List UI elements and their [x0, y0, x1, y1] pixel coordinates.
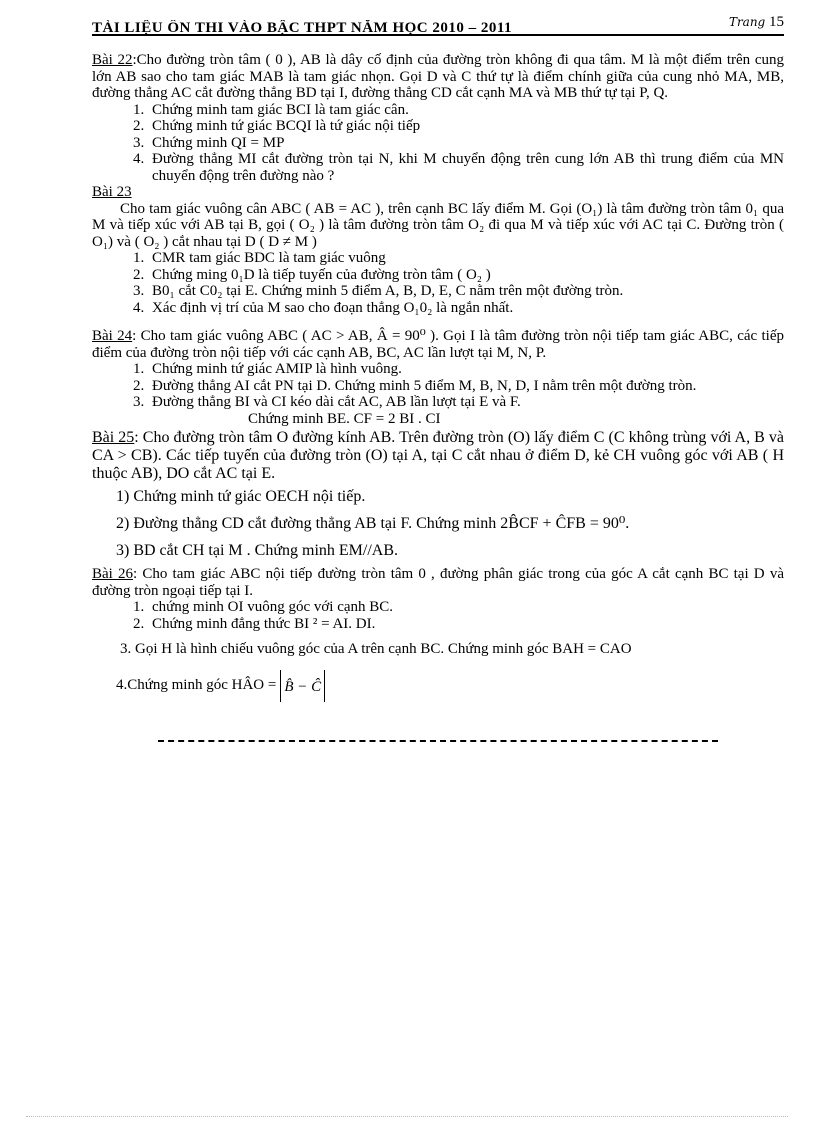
list-item: 2. Chứng ming 0₁D là tiếp tuyến của đường tròn tâm ( O₂ ) [148, 267, 784, 284]
problem-26-list [92, 599, 784, 632]
absolute-value-expression: B̂ − Ĉ [280, 670, 325, 702]
list-item: 3. B0₁ cắt C0₂ tại E. Chứng minh 5 điểm A, B, D, E, C nằm trên một đường tròn. [148, 283, 784, 300]
problem-24-list [92, 361, 784, 411]
page-indicator [729, 14, 784, 31]
problem-25-item-3: 3) BD cắt CH tại M . Chứng minh EM//AB. [116, 542, 398, 559]
document-title: TÀI LIỆU ÔN THI VÀO BẬC THPT NĂM HỌC 2010 – 2011 [92, 20, 513, 34]
list-item: 3. Chứng minh QI = MP [148, 135, 784, 152]
problem-22-text: :Cho đường tròn tâm ( 0 ), AB là dây cố định của đường tròn không đi qua tâm. M là một điểm trên cung lớn AB sao cho tam giác MAB là tam giác nhọn. Gọi D và C thứ tự là điểm chính giữa của cung nhỏ MA, MB, đường thẳng AC cắt đường thẳng BD tại I, đường thẳng CD cắt cạnh MA và MB thứ tự tại P, Q. [92, 52, 784, 101]
page-bottom-border [26, 1116, 788, 1117]
page-label: Trang [728, 15, 766, 29]
list-item: 1. chứng minh OI vuông góc với cạnh BC. [148, 599, 784, 616]
problem-26-statement [92, 566, 784, 599]
list-item: 4. Đường thẳng MI cắt đường tròn tại N, khi M chuyển động trên cung lớn AB thì trung điểm của MN chuyển động trên đường nào ? [148, 151, 784, 184]
list-item: 2. Chứng minh tứ giác BCQI là tứ giác nội tiếp [148, 118, 784, 135]
list-item: 1. CMR tam giác BDC là tam giác vuông [148, 250, 784, 267]
problem-26-item-3: 3. Gọi H là hình chiếu vuông góc của A trên cạnh BC. Chứng minh góc BAH = CAO [120, 641, 632, 657]
problem-26-text: : Cho tam giác ABC nội tiếp đường tròn tâm 0 , đường phân giác trong của góc A cắt cạnh BC tại D và đường tròn ngoại tiếp tại I. [92, 566, 784, 599]
problem-26-item-4-text: 4.Chứng minh góc HÂO = [116, 677, 277, 694]
problem-22-statement [92, 52, 784, 102]
section-divider [158, 740, 718, 742]
list-item: 4. Xác định vị trí của M sao cho đoạn thẳng O₁0₂ là ngắn nhất. [148, 300, 784, 317]
problem-23-text: Cho tam giác vuông cân ABC ( AB = AC ), trên cạnh BC lấy điểm M. Gọi (O₁) là tâm đường tròn tâm 0₁ qua M và tiếp xúc với AB tại B, gọi ( O₂ ) là tâm đường tròn tâm O₂ đi qua M và tiếp xúc với AC tại C. Đường tròn ( O₁) và ( O₂ ) cắt nhau tại D ( D ≠ M ) [92, 200, 784, 250]
problem-24-statement [92, 328, 784, 361]
problem-26-label: Bài 26 [92, 566, 134, 582]
problem-25-label: Bài 25 [92, 429, 135, 446]
list-item: 1. Chứng minh tứ giác AMIP là hình vuông. [148, 361, 784, 378]
document-body [92, 52, 784, 704]
page-number: 15 [769, 14, 784, 30]
problem-24-text: : Cho tam giác vuông ABC ( AC > AB, Â = 90⁰ ). Gọi I là tâm đường tròn nội tiếp tam giác ABC, các tiếp điểm của đường tròn nội tiếp với các cạnh AB, BC, AC lần lượt tại M, N, P. [92, 328, 784, 361]
list-item: 1. Chứng minh tam giác BCI là tam giác cân. [148, 102, 784, 119]
problem-24 [92, 328, 784, 427]
problem-26-item-4 [116, 668, 784, 704]
problem-25 [92, 429, 784, 564]
problem-25-item-2: 2) Đường thẳng CD cắt đường thẳng AB tại F. Chứng minh 2B̂CF + ĈFB = 90⁰. [116, 515, 630, 532]
problem-22-list [92, 102, 784, 185]
problem-23-label: Bài 23 [92, 184, 132, 200]
problem-22-label: Bài 22 [92, 52, 133, 68]
problem-24-label: Bài 24 [92, 328, 133, 344]
problem-24-extra: Chứng minh BE. CF = 2 BI . CI [248, 410, 441, 427]
page-header [92, 12, 784, 36]
problem-23-list [92, 250, 784, 316]
problem-25-item-1: 1) Chứng minh tứ giác OECH nội tiếp. [116, 488, 366, 505]
problem-22 [92, 52, 784, 184]
list-item: 2. Chứng minh đẳng thức BI ² = AI. DI. [148, 616, 784, 633]
list-item: 2. Đường thẳng AI cắt PN tại D. Chứng minh 5 điểm M, B, N, D, I nằm trên một đường tròn. [148, 378, 784, 395]
problem-23 [92, 184, 784, 316]
problem-25-statement [92, 429, 784, 483]
problem-26 [92, 566, 784, 704]
list-item: 3. Đường thẳng BI và CI kéo dài cắt AC, AB lần lượt tại E và F. [148, 394, 784, 411]
problem-25-text: : Cho đường tròn tâm O đường kính AB. Trên đường tròn (O) lấy điểm C (C không trùng với A, B và CA > CB). Các tiếp tuyến của đường tròn (O) tại A, tại C cắt nhau ở điểm D, kẻ CH vuông góc với AB ( H thuộc AB), DO cắt AC tại E. [92, 429, 785, 482]
